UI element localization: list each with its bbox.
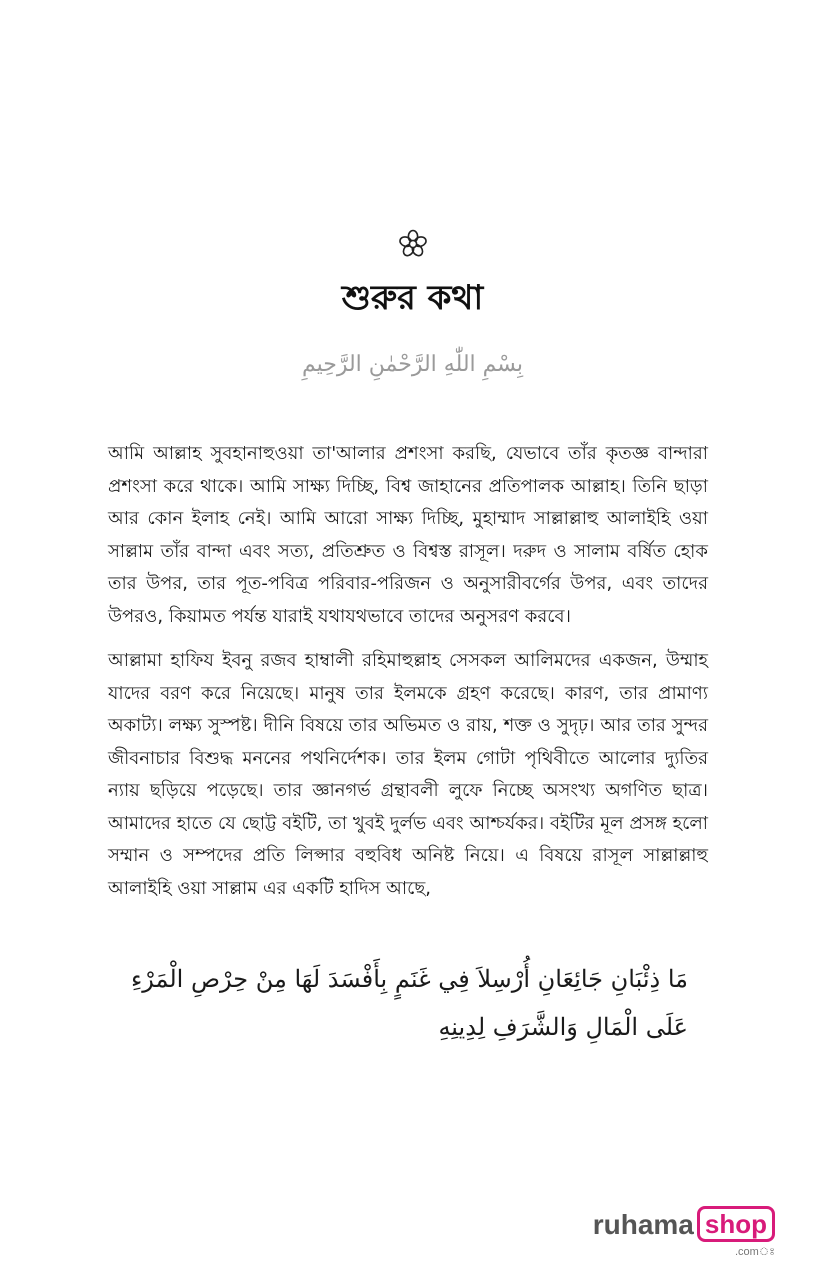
paragraph-1: আমি আল্লাহ সুবহানাহুওয়া তা'আলার প্রশংসা করছি, যেভাবে তাঁর কৃতজ্ঞ বান্দারা প্রশংসা করে থাকে। আমি সাক্ষ্য দিচ্ছি, বিশ্ব জাহানের প্রতিপালক আল্লাহ। তিনি ছাড়া আর কোন ইলাহ নেই। আমি আরো সাক্ষ্য দিচ্ছি, মুহাম্মাদ সাল্লাল্লাহু আলাইহি ওয়া সাল্লাম তাঁর বান্দা এবং সত্য, প্রতিশ্রুত ও বিশ্বস্ত রাসূল। দরুদ ও সালাম বর্ষিত হোক তার উপর, তার পূত-পবিত্র পরিবার-পরিজন ও অনুসারীবর্গের উপর, এবং তাদের উপরও, কিয়ামত পর্যন্ত যারাই যথাযথভাবে তাদের অনুসরণ করবে।: [108, 443, 708, 627]
flower-icon: [397, 228, 429, 260]
brand-name-shop: shop: [697, 1206, 775, 1242]
bismillah-calligraphy: بِسْمِ اللّٰهِ الرَّحْمٰنِ الرَّحِيمِ: [301, 352, 524, 377]
page-title: শুরুর কথা: [341, 278, 484, 318]
hadith-arabic: مَا ذِئْبَانِ جَائِعَانِ أُرْسِلاَ فِي غَنَمٍ بِأَفْسَدَ لَهَا مِنْ حِرْصِ الْمَرْءِ عَلَى الْمَالِ وَالشَّرَفِ لِدِينِهِ: [130, 965, 688, 1041]
body-text: [108, 438, 708, 917]
brand-name-ruhama: ruhama: [592, 1209, 694, 1240]
brand-right: [694, 1206, 775, 1262]
ornament: [0, 228, 825, 260]
brand-suffix: .comঃ: [734, 1246, 775, 1258]
brand-logo: [593, 1206, 775, 1262]
paragraph-2: আল্লামা হাফিয ইবনু রজব হাম্বালী রহিমাহুল্লাহ সেসকল আলিমদের একজন, উম্মাহ যাদের বরণ করে নিয়েছে। মানুষ তার ইলমকে গ্রহণ করেছে। কারণ, তার প্রামাণ্য অকাট্য। লক্ষ্য সুস্পষ্ট। দীনি বিষয়ে তার অভিমত ও রায়, শক্ত ও সুদৃঢ়। আর তার সুন্দর জীবনাচার বিশুদ্ধ মননের পথনির্দেশক। তার ইলম গোটা পৃথিবীতে আলোর দ্যুতির ন্যায় ছড়িয়ে পড়েছে। তার জ্ঞানগর্ভ গ্রন্থাবলী লুফে নিচ্ছে অসংখ্য অগণিত ছাত্র। আমাদের হাতে যে ছোট্ট বইটি, তা খুবই দুর্লভ এবং আশ্চর্যকর। বইটির মূল প্রসঙ্গ হলো সম্মান ও সম্পদের প্রতি লিপ্সার বহুবিধ অনিষ্ট নিয়ে। এ বিষয়ে রাসূল সাল্লাল্লাহু আলাইহি ওয়া সাল্লাম এর একটি হাদিস আছে,: [108, 650, 708, 899]
